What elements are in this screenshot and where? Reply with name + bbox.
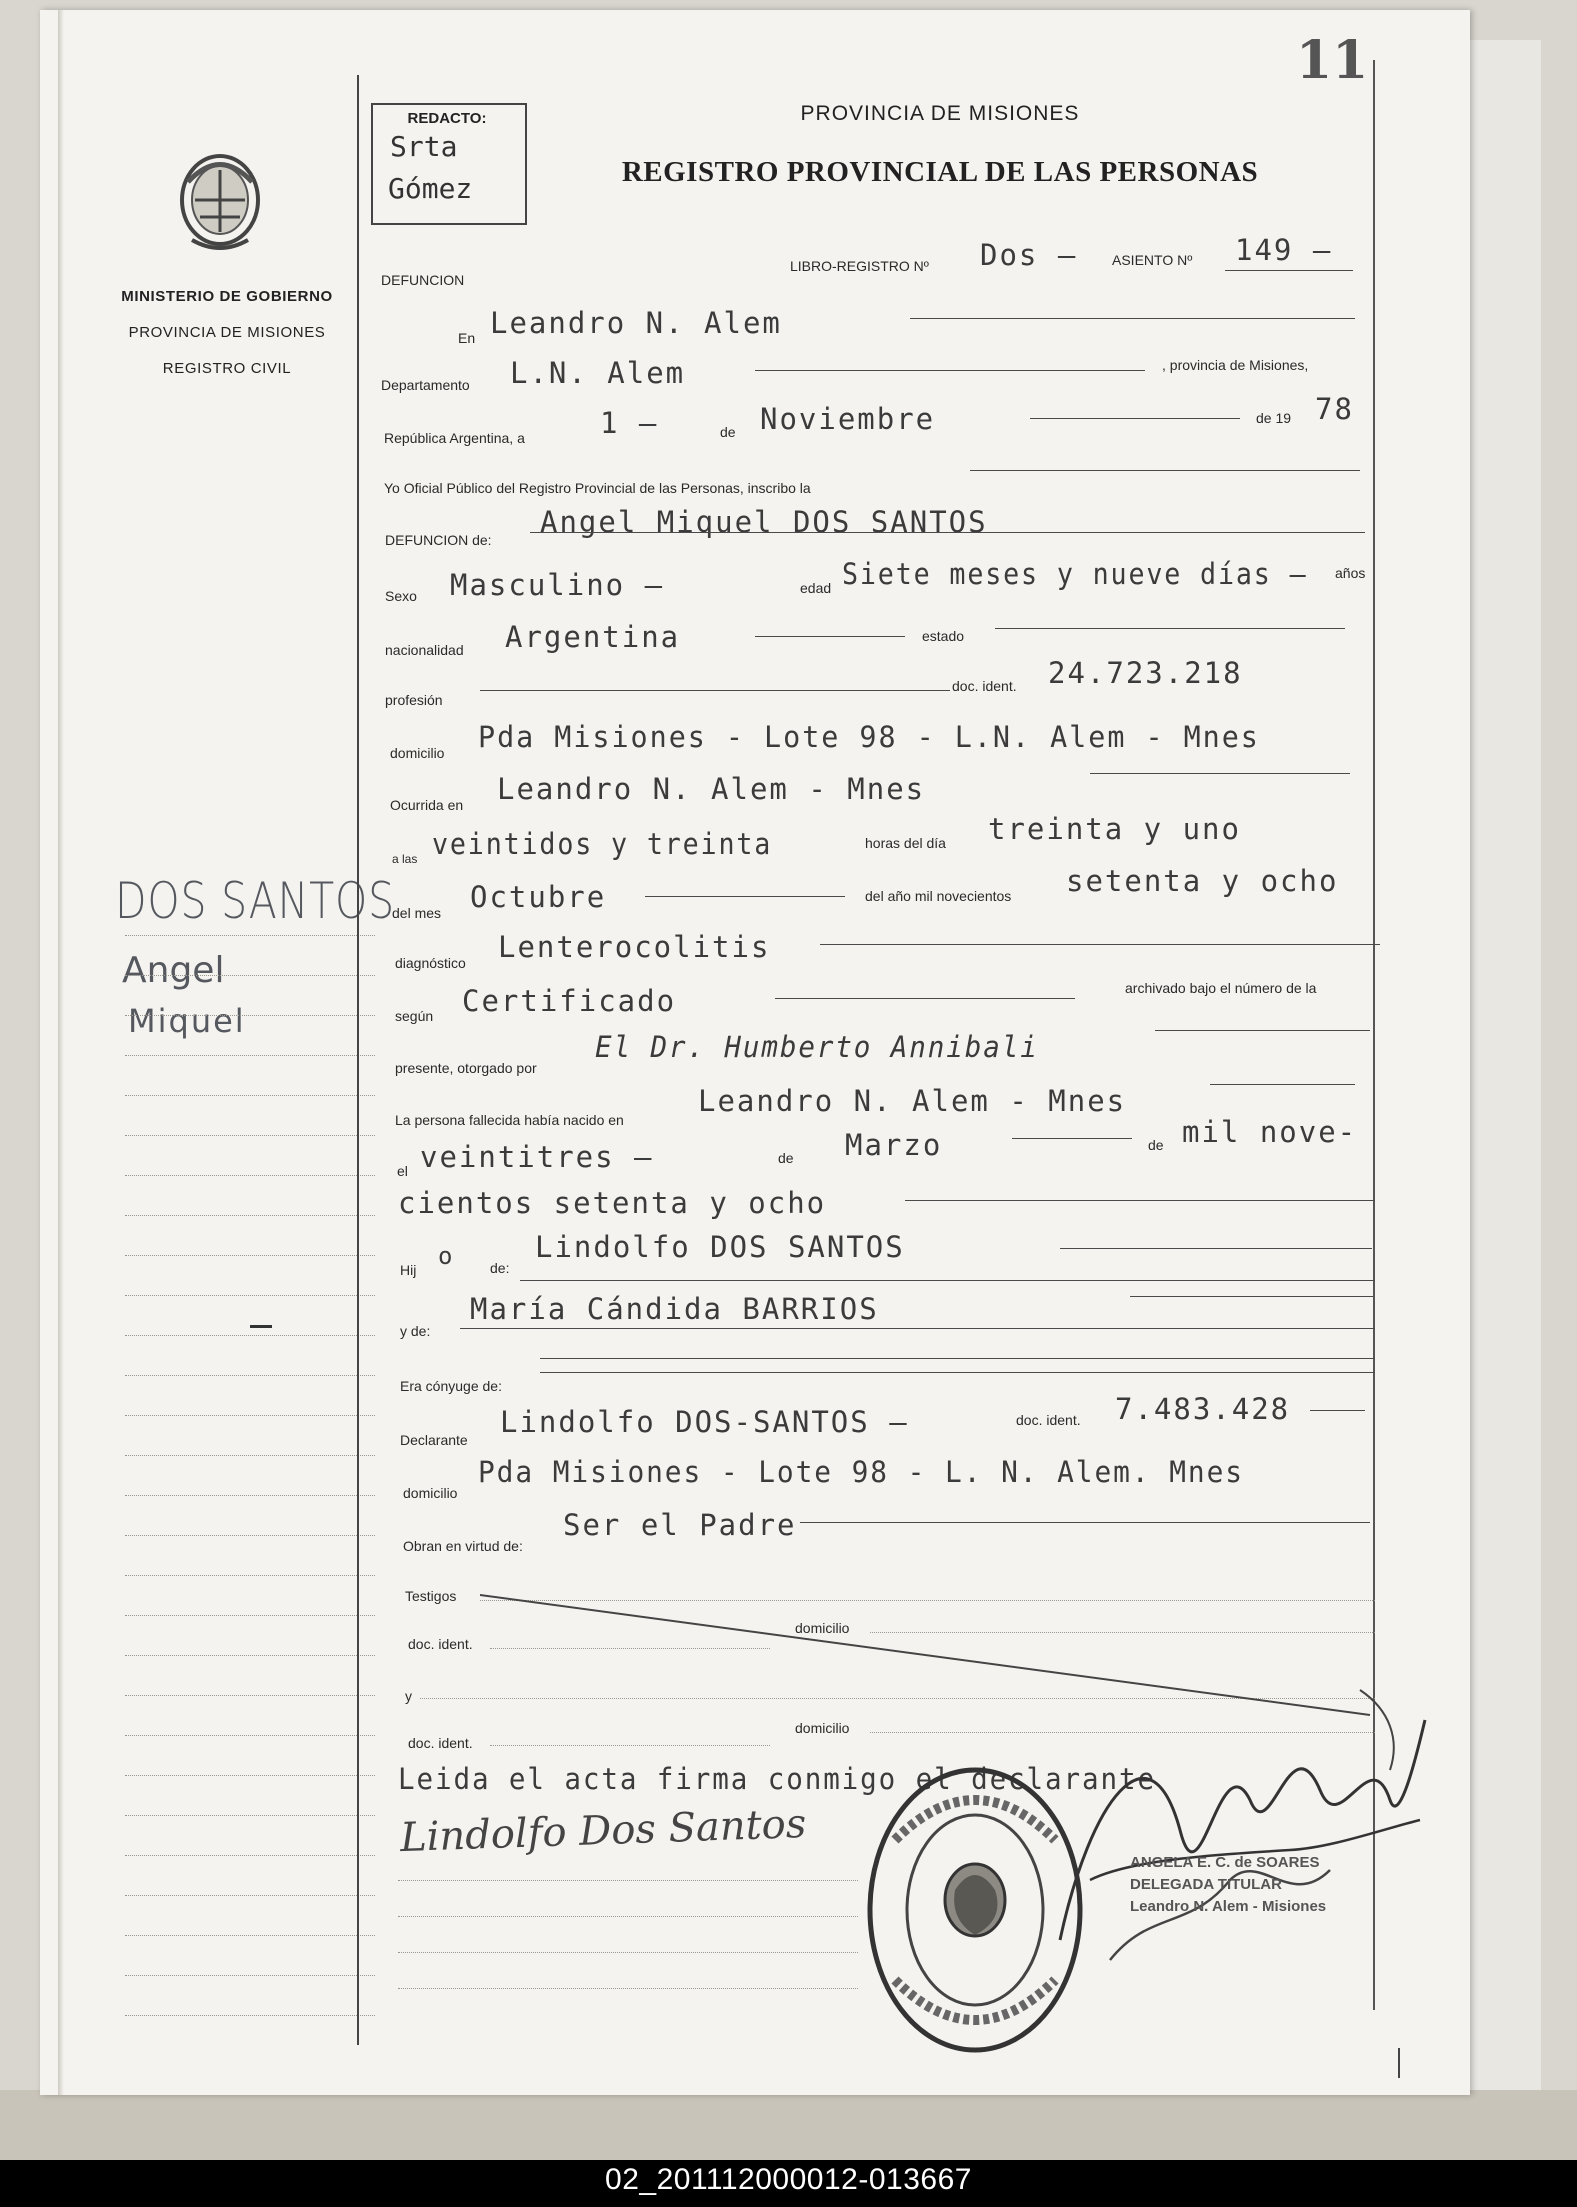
signature-rule [398, 1880, 858, 1881]
page-number: 11 [1296, 30, 1369, 91]
registry-title: REGISTRO PROVINCIAL DE LAS PERSONAS [621, 156, 1259, 188]
margin-rule [125, 935, 375, 936]
dom2-label: domicilio [795, 1720, 850, 1736]
de3-label: de [1148, 1137, 1164, 1153]
image-caption: 02_201112000012-013667 [605, 2163, 972, 2196]
anio-label: del año mil novecientos [865, 888, 1012, 904]
margin-rule [125, 1615, 375, 1616]
obran-label: Obran en virtud de: [403, 1538, 523, 1554]
redacto-line-1: Srta [390, 130, 458, 163]
signature-rule [398, 1988, 858, 1989]
margin-rule [125, 1335, 375, 1336]
diagnostico-line [820, 944, 1380, 945]
nacido-year-line [905, 1200, 1375, 1201]
margin-given-2: Miquel [128, 1002, 246, 1040]
ocurrida-label: Ocurrida en [390, 797, 464, 813]
margin-rule [125, 1255, 375, 1256]
sexo-value: Masculino — [450, 568, 665, 602]
margin-rule [125, 1295, 375, 1296]
margin-rule [125, 1015, 375, 1016]
margin-rule [125, 1735, 375, 1736]
ocurrida-value: Leandro N. Alem - Mnes [497, 772, 926, 806]
defuncion-label: DEFUNCION [381, 272, 465, 288]
edad-value: Siete meses y nueve días — [842, 557, 1308, 591]
year-value: 78 [1315, 392, 1354, 426]
redacto-label: REDACTO: [407, 110, 487, 127]
domicilio-value: Pda Misiones - Lote 98 - L.N. Alem - Mnes [478, 720, 1260, 754]
official-signature [1030, 1680, 1430, 2000]
segun-line [775, 998, 1075, 999]
oficial-line [970, 470, 1360, 471]
officer-stamp-text [1130, 1852, 1326, 1918]
margin-rule [125, 1895, 375, 1896]
month-line [1030, 418, 1240, 419]
decl-doc-label: doc. ident. [1016, 1412, 1081, 1428]
presente-label: presente, otorgado por [395, 1060, 537, 1076]
de3-value: mil nove- [1182, 1115, 1358, 1149]
anos-label: años [1335, 565, 1366, 581]
mes-line [645, 896, 845, 897]
margin-rule [125, 1495, 375, 1496]
hijo-de-label: de: [490, 1260, 510, 1276]
year-label: de 19 [1256, 410, 1292, 426]
mes-label: del mes [392, 905, 442, 921]
en-line [910, 318, 1355, 319]
margin-rule [125, 1095, 375, 1096]
mother-line-2 [1130, 1296, 1373, 1297]
presente-value: El Dr. Humberto Annibali [595, 1030, 1039, 1064]
de2-value: Marzo [845, 1128, 943, 1162]
profesion-label: profesión [385, 692, 443, 708]
doc2-label: doc. ident. [408, 1735, 473, 1751]
decl-dom-value: Pda Misiones - Lote 98 - L. N. Alem. Mnes [478, 1455, 1244, 1489]
redacto-line-2: Gómez [388, 172, 473, 205]
conyuge-line-2 [540, 1372, 1375, 1373]
segun-value: Certificado [462, 984, 677, 1018]
margin-rule [125, 1535, 375, 1536]
province-heading: PROVINCIA DE MISIONES [800, 102, 1080, 125]
margin-rule [125, 1135, 375, 1136]
margin-rule [125, 1175, 375, 1176]
obran-value: Ser el Padre [563, 1508, 797, 1542]
profesion-line [480, 690, 950, 691]
father-name: Lindolfo DOS SANTOS [535, 1230, 905, 1264]
registry-name: REGISTRO CIVIL [162, 360, 292, 377]
nacionalidad-value: Argentina [505, 620, 681, 654]
diagnostico-value: Lenterocolitis [498, 930, 771, 964]
alas-value: veintidos y treinta [432, 827, 773, 861]
archivado-label: archivado bajo el número de la [1125, 980, 1317, 996]
presente-line [1155, 1030, 1370, 1031]
signature-rule [398, 1916, 858, 1917]
form-frame-left [357, 75, 359, 2045]
margin-rule [125, 1815, 375, 1816]
provincia-suffix: , provincia de Misiones, [1162, 357, 1309, 373]
obran-line [800, 1522, 1370, 1523]
province-name: PROVINCIA DE MISIONES [128, 324, 326, 341]
el-label: el [397, 1163, 408, 1179]
horas-value: treinta y uno [988, 812, 1241, 846]
father-line-2 [1060, 1248, 1372, 1249]
doc-ident-label: doc. ident. [952, 678, 1017, 694]
margin-rule [125, 1775, 375, 1776]
nacionalidad-line [755, 636, 905, 637]
declarant-signature: Lindolfo Dos Santos [399, 1800, 807, 1862]
margin-rule [125, 1455, 375, 1456]
book-bottom-strip [0, 2090, 1577, 2160]
mother-line [460, 1328, 1375, 1329]
yde-label: y de: [400, 1323, 431, 1339]
nacido-value: Leandro N. Alem - Mnes [698, 1084, 1127, 1118]
officer-office: Leandro N. Alem - Misiones [1130, 1898, 1327, 1915]
conyuge-label: Era cónyuge de: [400, 1378, 502, 1394]
departamento-line [755, 370, 1145, 371]
y-label: y [405, 1688, 412, 1704]
margin-rule [125, 1575, 375, 1576]
asiento-label: ASIENTO Nº [1112, 252, 1193, 268]
anio-value: setenta y ocho [1066, 864, 1339, 898]
estado-label: estado [922, 628, 965, 644]
margin-rule [125, 1215, 375, 1216]
republica-label: República Argentina, a [384, 430, 525, 446]
margin-rule [125, 1935, 375, 1936]
margin-rule [125, 975, 375, 976]
testigos-label: Testigos [405, 1588, 457, 1604]
doc1-label: doc. ident. [408, 1636, 473, 1652]
en-label: En [458, 330, 476, 346]
libro-label: LIBRO-REGISTRO Nº [790, 258, 929, 274]
alas-label: a las [392, 852, 418, 866]
de2-label: de [778, 1150, 794, 1166]
margin-rule [125, 1855, 375, 1856]
doc2-line [490, 1745, 770, 1746]
coat-of-arms-icon [170, 152, 270, 262]
margin-rule [125, 1655, 375, 1656]
edad-label: edad [800, 580, 832, 596]
conyuge-line-1 [540, 1358, 1375, 1359]
asiento-value: 149 — [1235, 233, 1333, 267]
signature-rule [398, 1952, 858, 1953]
margin-surname: DOS SANTOS [115, 872, 395, 930]
nacido-year-cont: cientos setenta y ocho [398, 1186, 827, 1220]
hijo-suffix: o [438, 1242, 455, 1270]
de2-line [1012, 1138, 1132, 1139]
nacionalidad-label: nacionalidad [385, 642, 464, 658]
dom1-label: domicilio [795, 1620, 850, 1636]
margin-rule [125, 1415, 375, 1416]
nacido-line [1210, 1084, 1355, 1085]
declarante-value: Lindolfo DOS-SANTOS — [500, 1405, 909, 1439]
officer-name: ANGELA E. C. de SOARES [1130, 1854, 1320, 1871]
libro-value: Dos — [980, 238, 1078, 272]
mes-value: Octubre [470, 880, 607, 914]
oficial-text: Yo Oficial Público del Registro Provincial de las Personas, inscribo la [384, 480, 811, 496]
declarante-label: Declarante [400, 1432, 468, 1448]
departamento-label: Departamento [381, 377, 470, 393]
margin-rule [125, 1695, 375, 1696]
margin-rule [125, 2015, 375, 2016]
departamento-value: L.N. Alem [510, 356, 686, 390]
decl-doc-line [1310, 1410, 1365, 1411]
de-label: de [720, 424, 736, 440]
decl-doc-value: 7.483.428 [1115, 1392, 1291, 1426]
def-de-label: DEFUNCION de: [385, 532, 492, 548]
ministry-name: MINISTERIO DE GOBIERNO [121, 288, 333, 305]
nacido-label: La persona fallecida había nacido en [395, 1112, 624, 1128]
page-fold [58, 10, 64, 2095]
margin-given-1: Angel [122, 950, 225, 991]
officer-role: DELEGADA TITULAR [1130, 1876, 1282, 1893]
day-value: 1 — [600, 406, 659, 440]
mother-name: María Cándida BARRIOS [470, 1292, 879, 1326]
en-value: Leandro N. Alem [490, 306, 782, 340]
horas-label: horas del día [865, 835, 946, 851]
el-value: veintitres — [420, 1140, 654, 1174]
ocurrida-line [1090, 773, 1350, 774]
margin-dash [250, 1325, 272, 1328]
margin-rule [125, 1975, 375, 1976]
margin-rule [125, 1055, 375, 1056]
doc-ident-value: 24.723.218 [1048, 656, 1243, 690]
domicilio-label: domicilio [390, 745, 445, 761]
margin-rule [125, 1375, 375, 1376]
deceased-name: Angel Miquel DOS SANTOS [540, 505, 988, 539]
hijo-label: Hij [400, 1262, 417, 1278]
closing-statement: Leida el acta firma conmigo el declarante [398, 1762, 1156, 1796]
estado-line [995, 628, 1345, 629]
decl-dom-label: domicilio [403, 1485, 458, 1501]
month-value: Noviembre [760, 402, 936, 436]
deceased-line [530, 532, 1365, 533]
father-line [520, 1280, 1375, 1281]
sexo-label: Sexo [385, 588, 417, 604]
frame-tick [1398, 2048, 1400, 2078]
segun-label: según [395, 1008, 434, 1024]
diagnostico-label: diagnóstico [395, 955, 466, 971]
asiento-line [1225, 270, 1353, 271]
